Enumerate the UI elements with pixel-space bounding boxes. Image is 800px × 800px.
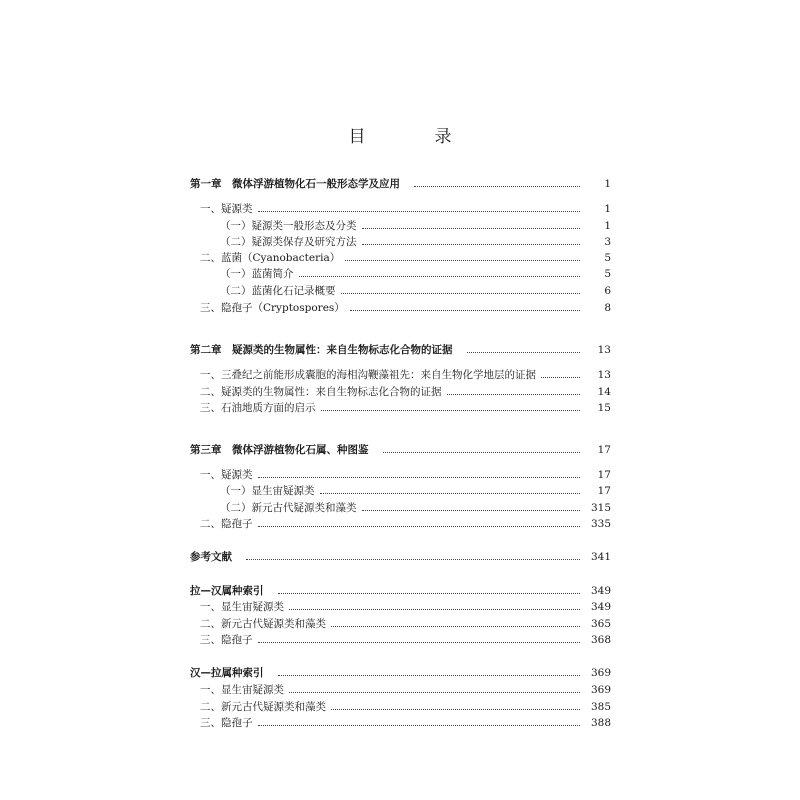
toc-entry-page: 1 — [604, 178, 611, 190]
toc-entry-page: 1 — [604, 220, 611, 232]
toc-entry-label: 一、疑源类 — [200, 469, 253, 481]
dot-leader — [345, 259, 580, 261]
toc-entry-label: 三、隐孢子（Cryptospores） — [200, 302, 345, 314]
toc-entry-subsection[interactable] — [220, 283, 611, 299]
toc-entry-subsection[interactable] — [220, 483, 611, 499]
dot-leader — [258, 641, 581, 643]
toc-entry-page: 385 — [590, 701, 611, 713]
toc-entry-section[interactable] — [200, 516, 611, 532]
toc-entry-page: 17 — [597, 469, 611, 481]
toc-entry-page: 315 — [590, 502, 611, 514]
toc-entry-page: 335 — [590, 518, 611, 530]
dot-leader — [362, 227, 581, 229]
toc-entry-section[interactable] — [200, 467, 611, 483]
toc-entry-label: 二、隐孢子 — [200, 518, 253, 530]
dot-leader — [258, 724, 581, 726]
toc-entry-label: （二）新元古代疑源类和藻类 — [220, 502, 357, 514]
toc-entry-label: 参考文献 — [190, 551, 232, 563]
dot-leader — [246, 558, 580, 560]
toc-entry-latin-chinese-index[interactable] — [190, 583, 611, 599]
toc-entry-subsection[interactable] — [220, 234, 611, 250]
toc-entry-label: 二、疑源类的生物属性：来自生物标志化合物的证据 — [200, 386, 442, 398]
toc-entry-section[interactable] — [200, 715, 611, 731]
dot-leader — [258, 476, 581, 478]
toc-entry-label: 二、蓝菌（Cyanobacteria） — [200, 252, 341, 264]
dot-leader — [350, 309, 580, 311]
toc-entry-section[interactable] — [200, 300, 611, 316]
toc-entry-page: 6 — [604, 285, 611, 297]
toc-entry-label: 第一章 微体浮游植物化石一般形态学及应用 — [190, 178, 400, 190]
toc-entry-section[interactable] — [200, 400, 611, 416]
dot-leader — [541, 376, 580, 378]
toc-entry-label: 一、三叠纪之前能形成囊胞的海相沟鞭藻祖先：来自生物化学地层的证据 — [200, 369, 536, 381]
toc-entry-section[interactable] — [200, 367, 611, 383]
dot-leader — [362, 509, 581, 511]
toc-entry-page: 5 — [604, 252, 611, 264]
dot-leader — [278, 674, 581, 676]
toc-entry-label: 一、显生宙疑源类 — [200, 684, 284, 696]
dot-leader — [341, 292, 581, 294]
dot-leader — [258, 525, 581, 527]
toc-entry-section[interactable] — [200, 250, 611, 266]
dot-leader — [447, 393, 581, 395]
toc-entry-page: 368 — [590, 634, 611, 646]
toc-entry-page: 14 — [597, 386, 611, 398]
toc-entry-page: 388 — [590, 717, 611, 729]
toc-entry-label: 三、隐孢子 — [200, 634, 253, 646]
toc-entry-label: 第三章 微体浮游植物化石属、种图鉴 — [190, 444, 369, 456]
toc-entry-label: 二、新元古代疑源类和藻类 — [200, 618, 326, 630]
toc-entry-page: 341 — [590, 551, 611, 563]
dot-leader — [289, 691, 580, 693]
toc-entry-page: 15 — [597, 402, 611, 414]
dot-leader — [321, 409, 581, 411]
toc-entry-subsection[interactable] — [220, 266, 611, 282]
toc-entry-page: 8 — [604, 302, 611, 314]
toc-entry-references[interactable] — [190, 549, 611, 565]
toc-entry-label: 一、疑源类 — [200, 203, 253, 215]
toc-entry-chinese-latin-index[interactable] — [190, 665, 611, 681]
toc-entry-page: 17 — [597, 444, 611, 456]
toc-entry-label: （一）显生宙疑源类 — [220, 485, 315, 497]
dot-leader — [258, 210, 581, 212]
dot-leader — [289, 608, 580, 610]
dot-leader — [414, 185, 580, 187]
toc-entry-section[interactable] — [200, 384, 611, 400]
toc-entry-subsection[interactable] — [220, 500, 611, 516]
toc-entry-label: 第二章 疑源类的生物属性：来自生物标志化合物的证据 — [190, 344, 453, 356]
toc-entry-label: 汉—拉属种索引 — [190, 667, 264, 679]
dot-leader — [320, 492, 581, 494]
toc-entry-chapter-2[interactable] — [190, 342, 611, 358]
toc-entry-chapter-3[interactable] — [190, 442, 611, 458]
dot-leader — [467, 351, 581, 353]
toc-entry-section[interactable] — [200, 699, 611, 715]
dot-leader — [362, 243, 581, 245]
toc-entry-page: 349 — [590, 585, 611, 597]
toc-entry-label: （二）蓝菌化石记录概要 — [220, 285, 336, 297]
dot-leader — [278, 592, 581, 594]
toc-entry-page: 13 — [597, 369, 611, 381]
toc-entry-section[interactable] — [200, 599, 611, 615]
toc-entry-page: 13 — [597, 344, 611, 356]
dot-leader — [383, 451, 581, 453]
toc-entry-page: 349 — [590, 601, 611, 613]
toc-entry-page: 369 — [590, 667, 611, 679]
dot-leader — [331, 708, 580, 710]
toc-entry-label: 一、显生宙疑源类 — [200, 601, 284, 613]
dot-leader — [331, 625, 580, 627]
toc-entry-label: （一）疑源类一般形态及分类 — [220, 220, 357, 232]
toc-entry-page: 3 — [604, 236, 611, 248]
toc-entry-label: （二）疑源类保存及研究方法 — [220, 236, 357, 248]
dot-leader — [299, 275, 581, 277]
toc-entry-page: 365 — [590, 618, 611, 630]
toc-entry-section[interactable] — [200, 682, 611, 698]
toc-entry-section[interactable] — [200, 616, 611, 632]
toc-entry-page: 369 — [590, 684, 611, 696]
toc-entry-label: 二、新元古代疑源类和藻类 — [200, 701, 326, 713]
toc-entry-label: 三、隐孢子 — [200, 717, 253, 729]
toc-entry-section[interactable] — [200, 632, 611, 648]
toc-entry-page: 17 — [597, 485, 611, 497]
toc-entry-page: 1 — [604, 203, 611, 215]
toc-entry-label: 三、石油地质方面的启示 — [200, 402, 316, 414]
toc-entry-section[interactable] — [200, 201, 611, 217]
toc-entry-label: 拉—汉属种索引 — [190, 585, 264, 597]
toc-entry-chapter-1[interactable] — [190, 176, 611, 192]
page-title: 目 录 — [348, 127, 478, 147]
toc-entry-page: 5 — [604, 268, 611, 280]
toc-entry-subsection[interactable] — [220, 218, 611, 234]
toc-entry-label: （一）蓝菌简介 — [220, 268, 294, 280]
